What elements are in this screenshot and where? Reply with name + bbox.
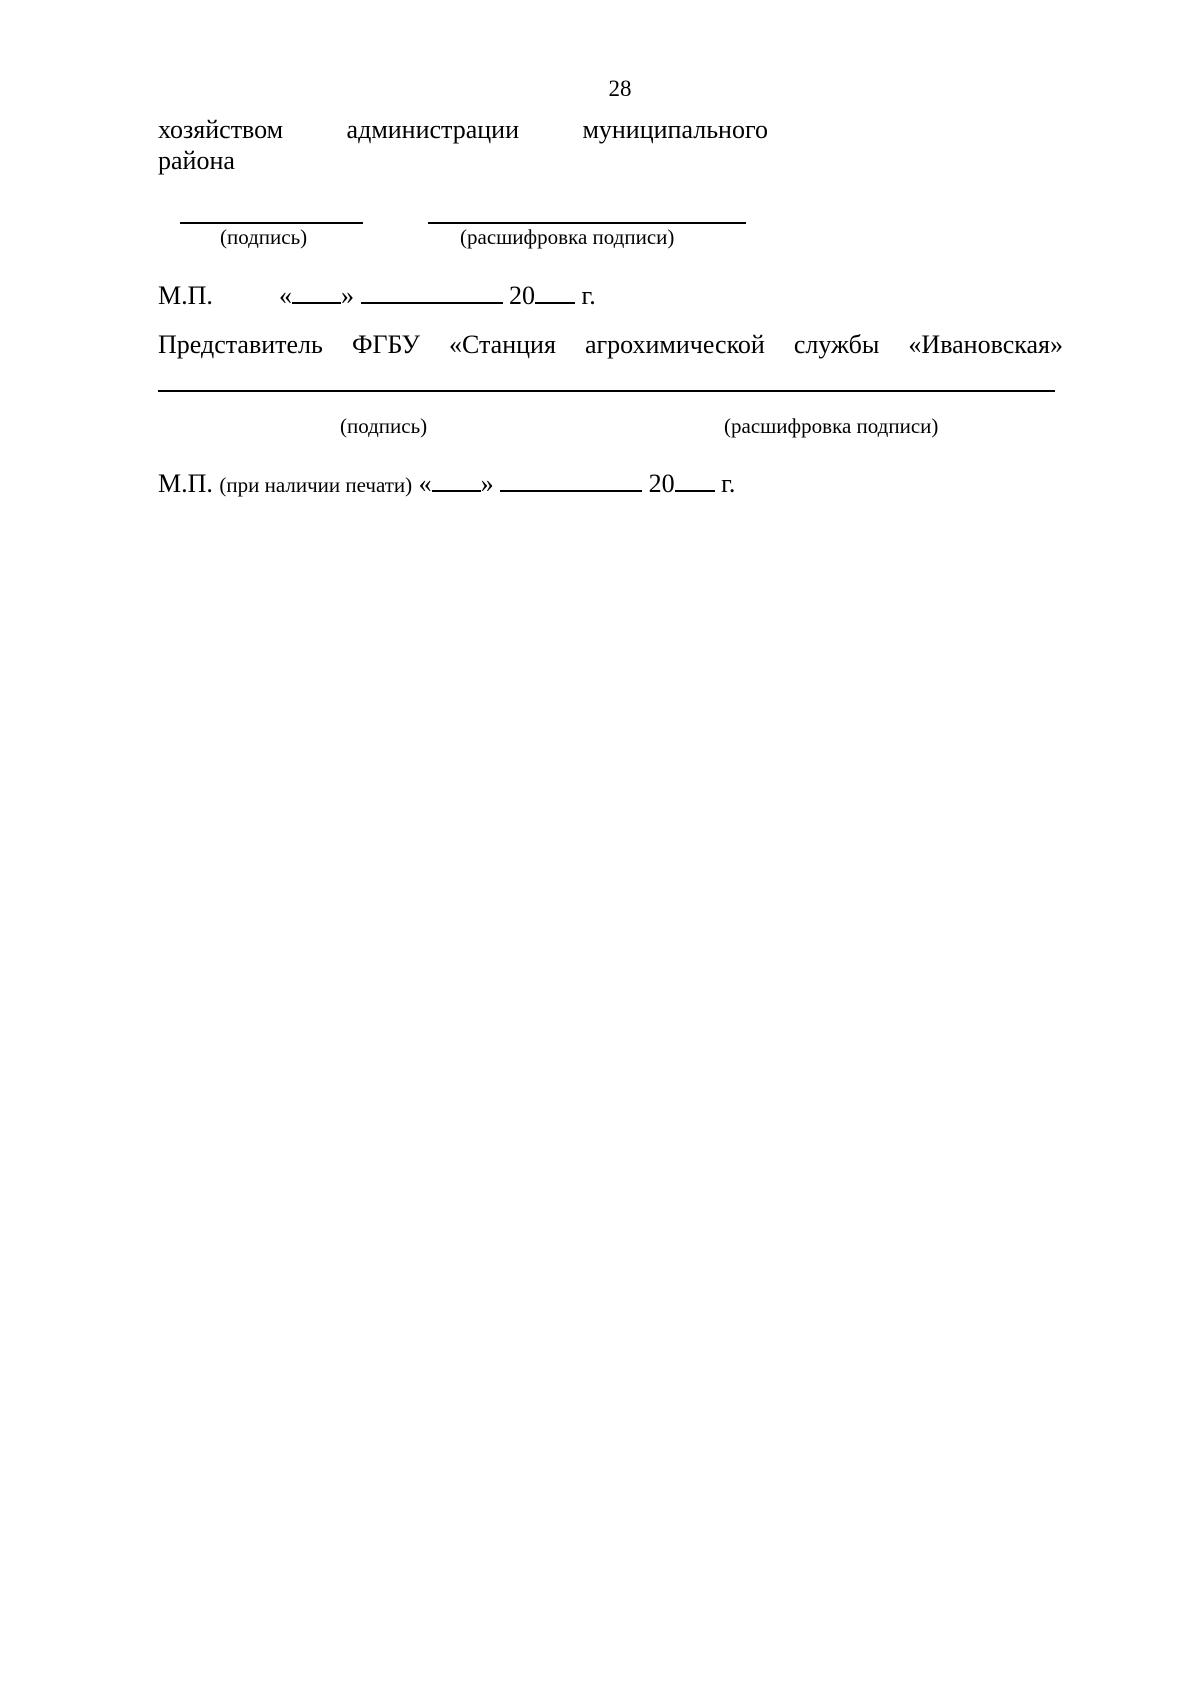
org-word: хозяйством [158, 115, 284, 144]
org-word: администрации [346, 115, 520, 144]
day-blank[interactable] [292, 280, 341, 304]
signature-caption: (подпись) [340, 414, 428, 438]
stamp-date-row [158, 468, 735, 497]
year-suffix: г. [721, 469, 736, 498]
quote-open: « [279, 281, 292, 310]
representative-word: Представитель [158, 330, 323, 359]
year-blank[interactable] [675, 468, 715, 492]
org-title-line-1 [158, 117, 768, 143]
day-blank[interactable] [432, 468, 481, 492]
stamp-label: М.П. [158, 469, 213, 498]
representative-title [158, 332, 1063, 358]
representative-signature-line[interactable] [158, 390, 1055, 392]
year-prefix: 20 [509, 281, 535, 310]
quote-close: » [480, 469, 494, 498]
org-title-line-2: района [158, 146, 235, 175]
signature-line[interactable] [180, 222, 363, 224]
signature-decoding-line[interactable] [428, 222, 746, 224]
signature-decoding-caption: (расшифровка подписи) [724, 414, 939, 438]
stamp-note: (при наличии печати) [219, 473, 413, 497]
stamp-label: М.П. [158, 281, 213, 310]
year-suffix: г. [581, 281, 596, 310]
quote-close: » [341, 281, 354, 310]
representative-word: ФГБУ [351, 330, 420, 359]
representative-word: агрохимической [584, 330, 765, 359]
page-number: 28 [608, 76, 632, 101]
month-blank[interactable] [361, 280, 503, 304]
representative-word: службы [793, 330, 880, 359]
org-word: муниципального [582, 115, 768, 144]
stamp-date-row [158, 280, 596, 309]
representative-word: «Станция [448, 330, 556, 359]
quote-open: « [418, 469, 432, 498]
year-prefix: 20 [648, 469, 675, 498]
year-blank[interactable] [535, 280, 575, 304]
signature-caption: (подпись) [220, 225, 308, 249]
signature-decoding-caption: (расшифровка подписи) [460, 225, 675, 249]
month-blank[interactable] [500, 468, 642, 492]
representative-word: «Ивановская» [908, 330, 1063, 359]
